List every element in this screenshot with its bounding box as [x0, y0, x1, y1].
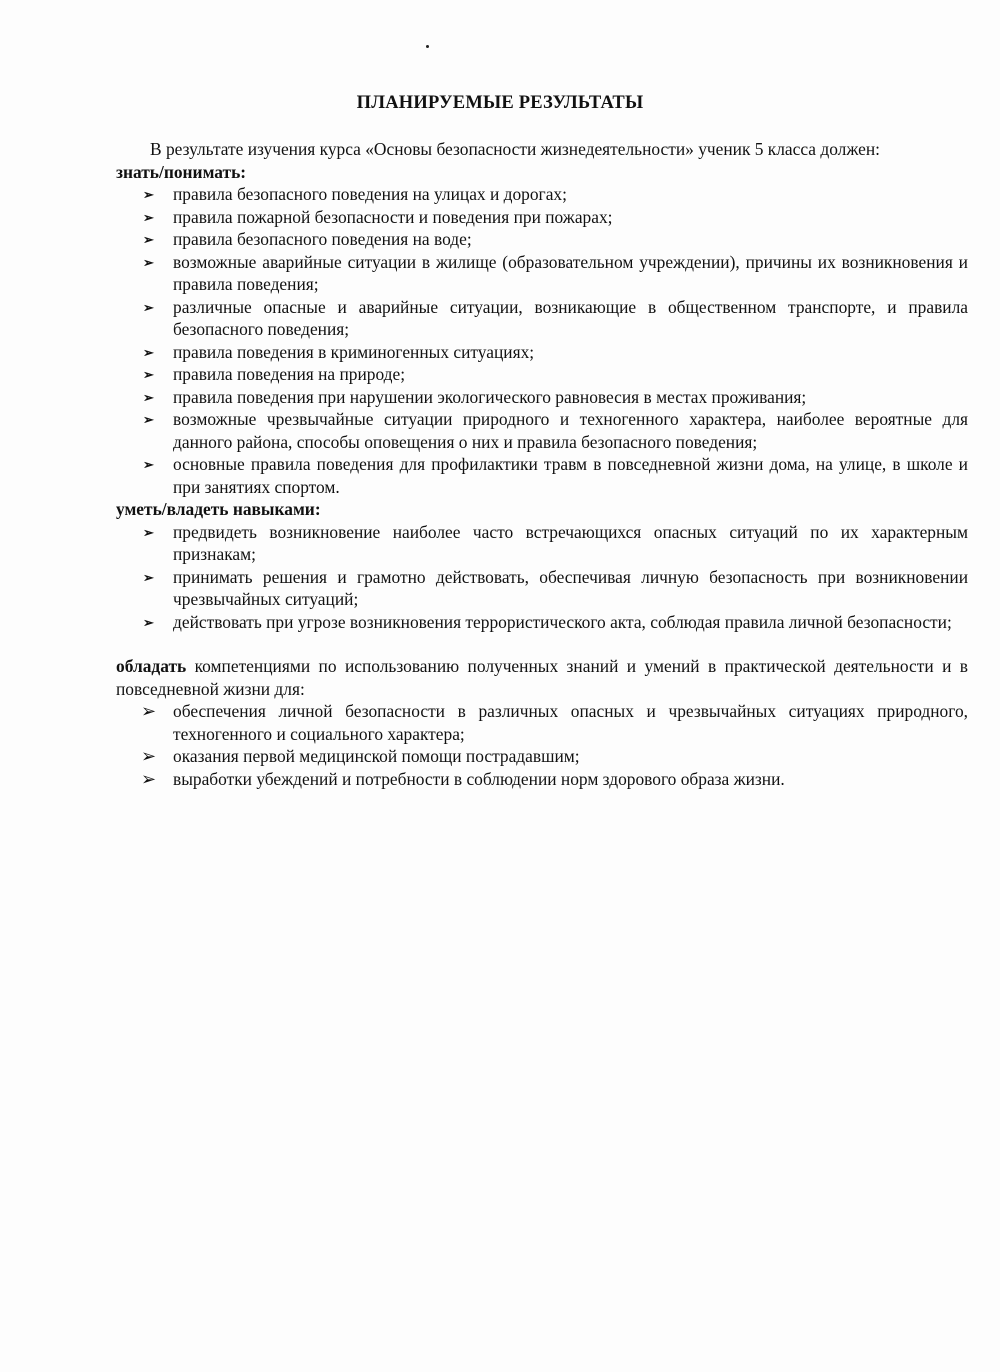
- list-item-text: правила безопасного поведения на улицах и дорогах;: [173, 184, 567, 204]
- list-item: [143, 296, 968, 341]
- know-list: [116, 183, 968, 498]
- list-item: [141, 745, 968, 768]
- list-item: [141, 768, 968, 791]
- arrow-bullet-icon: ➢: [143, 209, 154, 225]
- arrow-bullet-icon: ➢: [143, 232, 154, 247]
- list-item-text: предвидеть возникновение наиболее часто встречающихся опасных ситуаций по их характерным признакам;: [173, 521, 968, 564]
- list-item-text: основные правила поведения для профилактики травм в повседневной жизни дома, на улице, в школе и при занятиях спортом.: [173, 454, 968, 497]
- list-item: [143, 183, 968, 206]
- arrow-bullet-icon: ➢: [143, 389, 154, 405]
- list-item: [143, 611, 968, 634]
- list-item: [143, 251, 968, 296]
- list-item: [143, 521, 968, 566]
- arrow-bullet-icon: ➢: [143, 187, 154, 202]
- list-item: [143, 206, 968, 229]
- scan-speck: [426, 45, 429, 48]
- arrow-bullet-icon: ➢: [143, 254, 154, 270]
- list-item-text: возможные аварийные ситуации в жилище (образовательном учреждении), причины их возникновения и правила поведения;: [173, 251, 968, 294]
- list-item-text: правила поведения при нарушении экологического равновесия в местах проживания;: [173, 386, 807, 407]
- list-item-text: обеспечения личной безопасности в различных опасных и чрезвычайных ситуациях природного, техногенного и социального характера;: [173, 701, 968, 744]
- page-title: ПЛАНИРУЕМЫЕ РЕЗУЛЬТАТЫ: [356, 93, 644, 113]
- arrow-bullet-icon: ➢: [143, 367, 154, 382]
- competence-list: [116, 700, 968, 790]
- list-item-text: правила поведения в криминогенных ситуациях;: [173, 341, 535, 362]
- list-item-text: выработки убеждений и потребности в соблюдении норм здорового образа жизни.: [173, 768, 785, 789]
- skills-list: [116, 521, 968, 634]
- arrow-bullet-icon: ➢: [143, 457, 154, 472]
- arrow-bullet-icon: ➢: [143, 524, 154, 540]
- list-item-text: возможные чрезвычайные ситуации природного и техногенного характера, наиболее вероятные для данного района, способы оповещения о них и правила безопасного поведения;: [173, 409, 968, 452]
- list-item-text: правила поведения на природе;: [173, 364, 406, 384]
- list-item-text: принимать решения и грамотно действовать, обеспечивая личную безопасность при возникновении чрезвычайных ситуаций;: [173, 566, 968, 609]
- list-item-text: действовать при угрозе возникновения террористического акта, соблюдая правила личной безопасности;: [173, 611, 952, 632]
- list-item-text: оказания первой медицинской помощи пострадавшим;: [173, 746, 580, 766]
- competence-paragraph: [116, 655, 968, 700]
- arrow-bullet-icon: ➢: [143, 614, 154, 630]
- list-item-text: правила безопасного поведения на воде;: [173, 229, 472, 249]
- intro-paragraph: В результате изучения курса «Основы безопасности жизнедеятельности» ученик 5 класса должен:: [150, 139, 881, 159]
- list-item: [143, 341, 968, 364]
- know-section-label: знать/понимать:: [116, 161, 247, 182]
- list-item: [143, 566, 968, 611]
- arrow-bullet-icon: ➢: [141, 746, 157, 766]
- arrow-bullet-icon: ➢: [141, 701, 157, 721]
- arrow-bullet-icon: ➢: [143, 412, 154, 427]
- competence-lead: обладать: [116, 656, 187, 676]
- arrow-bullet-icon: ➢: [143, 569, 154, 585]
- list-item: [143, 453, 968, 498]
- arrow-bullet-icon: ➢: [143, 344, 154, 360]
- list-item: [143, 228, 968, 251]
- document-body: [116, 138, 968, 790]
- list-item: [141, 700, 968, 745]
- list-item-text: правила пожарной безопасности и поведения при пожарах;: [173, 206, 613, 227]
- list-item-text: различные опасные и аварийные ситуации, возникающие в общественном транспорте, и правила безопасного поведения;: [173, 296, 968, 339]
- list-item: [143, 408, 968, 453]
- list-item: [143, 363, 968, 386]
- arrow-bullet-icon: ➢: [141, 768, 157, 789]
- competence-text: компетенциями по использованию полученных знаний и умений в практической деятельности и в повседневной жизни для:: [116, 656, 968, 699]
- skills-section-label: уметь/владеть навыками:: [116, 499, 321, 519]
- arrow-bullet-icon: ➢: [143, 299, 154, 315]
- list-item: [143, 386, 968, 409]
